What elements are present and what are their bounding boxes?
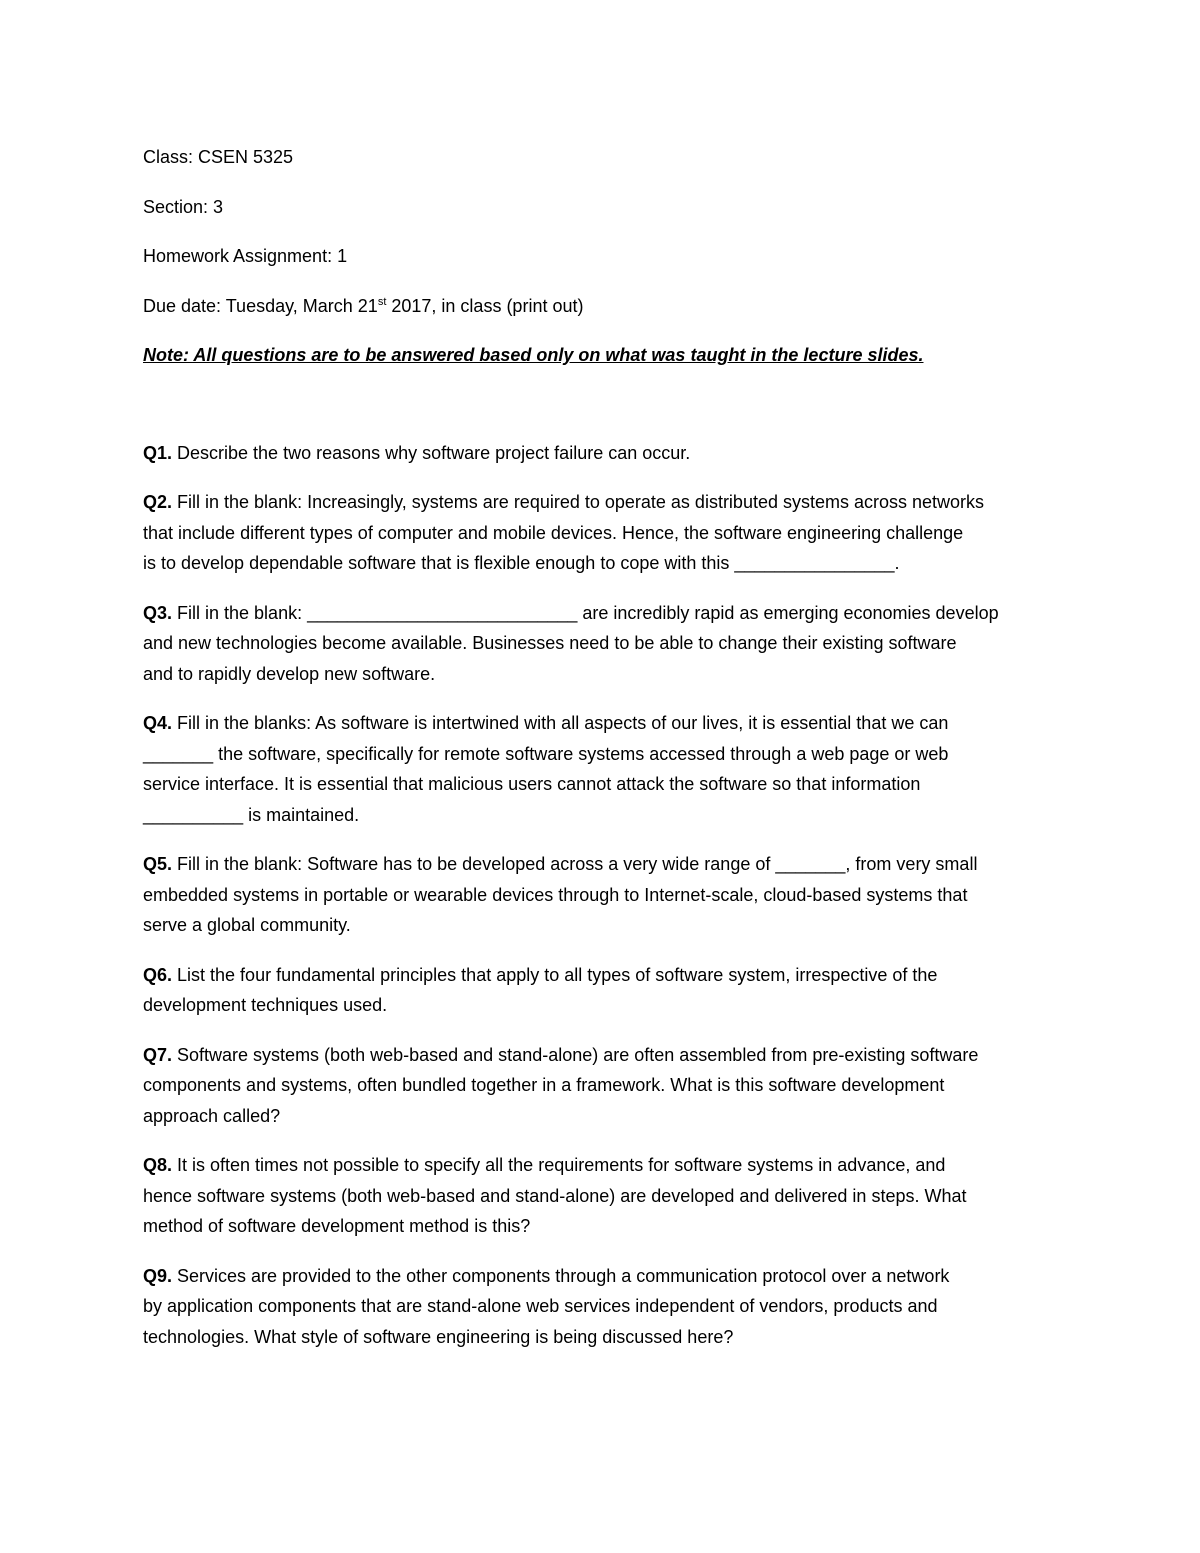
question-number: Q7.	[143, 1044, 173, 1065]
due-date-prefix: Due date: Tuesday, March 21	[143, 295, 378, 316]
question-text: Fill in the blank: Software has to be developed across a very wide range of _______, from very small	[172, 854, 978, 874]
question-5	[143, 849, 1058, 941]
question-line: that include different types of computer and mobile devices. Hence, the software engineering challenge	[143, 522, 964, 543]
question-line: embedded systems in portable or wearable devices through to Internet-scale, cloud-based systems that	[143, 884, 968, 905]
question-number: Q8.	[143, 1155, 173, 1175]
note-line: Note: All questions are to be answered based only on what was taught in the lecture slides.	[143, 345, 924, 365]
question-number: Q4.	[143, 713, 173, 733]
question-text: Software systems (both web-based and stand-alone) are often assembled from pre-existing software	[172, 1044, 979, 1065]
question-number: Q5.	[143, 854, 173, 874]
question-9	[143, 1261, 1058, 1353]
question-line: serve a global community.	[143, 915, 351, 935]
question-line: and new technologies become available. Businesses need to be able to change their existing software	[143, 633, 957, 653]
question-3	[143, 598, 1058, 690]
question-text: Fill in the blanks: As software is intertwined with all aspects of our lives, it is essential that we can	[172, 713, 949, 733]
section-line: Section: 3	[143, 196, 224, 217]
question-number: Q6.	[143, 964, 173, 985]
due-date-superscript: st	[377, 295, 387, 308]
question-line	[143, 1150, 1058, 1181]
question-line	[143, 1040, 1058, 1071]
question-line: is to develop dependable software that is flexible enough to cope with this ________________.	[143, 553, 900, 573]
assignment-line: Homework Assignment: 1	[143, 246, 348, 266]
question-text: It is often times not possible to specify all the requirements for software systems in advance, and	[172, 1155, 946, 1175]
question-6	[143, 960, 1058, 1021]
question-1	[143, 438, 1058, 469]
class-line: Class: CSEN 5325	[143, 147, 294, 167]
question-line	[143, 960, 1058, 991]
document-content	[143, 142, 1058, 1371]
question-line: service interface. It is essential that malicious users cannot attack the software so that information	[143, 774, 921, 794]
question-number: Q3.	[143, 602, 173, 623]
question-line: development techniques used.	[143, 995, 388, 1015]
question-text: Fill in the blank: Increasingly, systems are required to operate as distributed systems across networks	[172, 492, 985, 512]
due-date-line	[143, 291, 1058, 322]
question-text: Fill in the blank: ___________________________ are incredibly rapid as emerging economies develop	[172, 602, 999, 623]
due-date-suffix: 2017, in class (print out)	[386, 295, 584, 316]
question-2	[143, 487, 1058, 579]
question-line	[143, 1261, 1058, 1292]
question-number: Q1.	[143, 442, 173, 463]
question-number: Q9.	[143, 1265, 173, 1286]
question-number: Q2.	[143, 492, 173, 512]
question-line	[143, 708, 1058, 739]
question-text: Describe the two reasons why software project failure can occur.	[172, 442, 691, 463]
question-text: List the four fundamental principles that apply to all types of software system, irrespective of the	[172, 964, 938, 985]
question-line	[143, 849, 1058, 880]
question-line	[143, 598, 1058, 629]
question-line: _______ the software, specifically for remote software systems accessed through a web page or web	[143, 743, 949, 764]
question-line	[143, 487, 1058, 518]
question-line: __________ is maintained.	[143, 804, 360, 825]
question-4	[143, 708, 1058, 830]
question-7	[143, 1040, 1058, 1132]
question-text: Services are provided to the other components through a communication protocol over a network	[172, 1265, 950, 1286]
question-line: by application components that are stand-alone web services independent of vendors, products and	[143, 1296, 938, 1316]
question-line: and to rapidly develop new software.	[143, 663, 436, 684]
question-line: technologies. What style of software engineering is being discussed here?	[143, 1326, 734, 1347]
question-line: approach called?	[143, 1105, 281, 1126]
question-line	[143, 438, 1058, 469]
question-8	[143, 1150, 1058, 1242]
question-line: components and systems, often bundled together in a framework. What is this software development	[143, 1075, 945, 1095]
question-line: method of software development method is this?	[143, 1216, 531, 1236]
question-line: hence software systems (both web-based and stand-alone) are developed and delivered in steps. What	[143, 1185, 967, 1206]
